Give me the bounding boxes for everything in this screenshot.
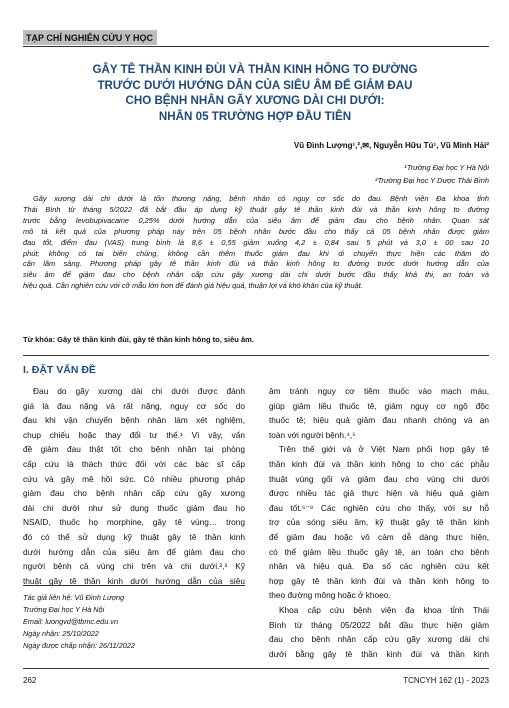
note-line: Ngày nhận: 25/10/2022 xyxy=(23,629,99,639)
body-line: cứu và gây mê hồi sức. Có nhiều phương pháp xyxy=(23,473,245,484)
body-line: Trên thế giới và ở Việt Nam phối hợp gây tê xyxy=(279,444,489,455)
body-line: Đau do gãy xương dài chi dưới được đánh xyxy=(33,386,245,396)
abstract-line: Gãy xương dài chi dưới là tổn thương nặng, bệnh nhân có nguy cơ sốc do đau. Bệnh viện Đa khoa tỉnh xyxy=(33,194,489,203)
body-line: thuật vùng gối và giảm đau cho vùng chi dưới xyxy=(269,473,489,484)
page-number: 262 xyxy=(23,676,37,685)
body-line: NSAID, thuốc họ morphine, gây tê vùng… trong xyxy=(23,517,245,528)
note-line: Ngày được chấp nhận: 26/11/2022 xyxy=(23,641,135,651)
body-line: đau khi vận chuyển bệnh nhân làm xét nghiệm, xyxy=(23,415,245,426)
abstract xyxy=(23,194,489,292)
body-line: được nhiều tác giả thực hiện và hiệu quả giảm xyxy=(269,488,489,499)
note-line: Tác giả liên hệ: Vũ Đình Lượng xyxy=(23,593,125,602)
note-line: Trường Đại học Y Hà Nội xyxy=(23,605,105,615)
title-line: CHO BỆNH NHÂN GÃY XƯƠNG DÀI CHI DƯỚI: xyxy=(125,94,385,107)
keywords: Từ khóa: Gây tê thần kinh đùi, gây tê thần kinh hông to, siêu âm. xyxy=(23,335,254,344)
body-line: trợ của sóng siêu âm, kỹ thuật gây tê thần kinh xyxy=(269,517,489,528)
body-line: dài chi dưới như sử dụng thuốc giảm đau họ xyxy=(23,502,245,513)
body-line: thuốc tê; hiệu quả giảm đau nhanh chóng và an xyxy=(269,415,489,426)
journal-header xyxy=(23,28,489,47)
abstract-line: Thái Bình từ tháng 5/2022 đã bắt đầu áp dụng kỹ thuật gây tê thần kinh đùi và thần kinh hông to đường xyxy=(23,204,489,214)
body-line: giảm đau cho bệnh nhân cấp cứu gãy xương xyxy=(23,488,245,499)
body-line: đau cho bệnh nhân cấp cứu gãy xương dài chi xyxy=(269,634,489,645)
body-line: hợp gây tê thần kinh đùi và thần kinh hông to xyxy=(269,575,489,586)
body-line: dưới hướng dẫn của siêu âm để giảm đau cho xyxy=(23,546,245,557)
article-title xyxy=(40,62,470,124)
body-line: chụp chiếu hoặc thay đổi tư thế.¹ Vì vậy, vấn xyxy=(23,429,245,440)
body-line: thuật gây tê thần kinh dưới hướng dẫn của siêu xyxy=(23,575,245,586)
abstract-line: hiệu quả. Cần nghiên cứu với cỡ mẫu lớn hơn để đánh giá hiệu quả, thuận lợi và khó khăn của kỹ thuật. xyxy=(23,281,363,291)
abstract-line: cận lâm sàng. Phương pháp gây tê thần kinh đùi và thần kinh hông to đường trước dưới hướng dẫn của xyxy=(23,259,489,269)
body-line: người bệnh cả vùng chi trên và chi dưới.²,³ Kỹ xyxy=(23,561,245,572)
issue-info: TCNCYH 162 (1) - 2023 xyxy=(403,676,489,685)
title-line: NHÂN 05 TRƯỜNG HỢP ĐẦU TIÊN xyxy=(158,109,352,123)
left-column xyxy=(23,384,245,588)
correspondence-notes xyxy=(23,585,245,652)
right-column xyxy=(269,384,489,661)
body-line: nhân và hiệu quả. Đa số các nghiên cứu kết xyxy=(269,561,489,572)
body-line: toàn với người bệnh.⁴,⁵ xyxy=(269,429,356,440)
note-line: Email: luongvd@tbmc.edu.vn xyxy=(23,617,119,627)
body-line: thần kinh đùi và thần kinh hông to cho các phẫu xyxy=(269,458,489,469)
body-line: theo đường mông hoặc ở khoeo. xyxy=(269,590,391,601)
title-line: TRƯỚC DƯỚI HƯỚNG DẪN CỦA SIÊU ÂM ĐỂ GIẢM ĐAU xyxy=(97,78,413,92)
body-line: cấp cứu là thách thức đối với các bác sĩ cấp xyxy=(23,458,245,469)
abstract-line: mô tả kết quả của phương pháp này trên 05 bệnh nhân bước đầu cho thấy cả 05 bệnh nhân được giảm xyxy=(23,226,489,236)
section-heading: I. ĐẶT VẤN ĐỀ xyxy=(23,355,489,376)
body-line: âm tránh nguy cơ tiêm thuốc vào mạch máu, xyxy=(269,386,489,396)
abstract-line: phút; không có tai biến chủng, không cần thêm thuốc giảm đau khi di chuyển thực hiện các thăm dò xyxy=(23,248,489,258)
body-line: đau tốt.⁶⁻⁹ Các nghiên cứu cho thấy, với sự hỗ xyxy=(269,502,489,513)
author-list: Vũ Đình Lượng¹,²,✉, Nguyễn Hữu Tú¹, Vũ Minh Hải² xyxy=(293,141,489,150)
body-line: Khoa cấp cứu bệnh viện đa khoa tỉnh Thái xyxy=(279,604,489,615)
abstract-line: trước bằng levobupivacaine 0,25% dưới hướng dẫn của siêu âm để giảm đau cho bệnh nhân. Quan sát xyxy=(23,215,489,225)
affiliation-2: ²Trường Đại học Y Dược Thái Bình xyxy=(374,176,489,185)
page-footer xyxy=(23,668,489,685)
body-line: đề giảm đau thật tốt cho bệnh nhân tại phòng xyxy=(23,444,245,455)
journal-name: TẠP CHÍ NGHIÊN CỨU Y HỌC xyxy=(23,30,157,45)
affiliation-1: ¹Trường Đại học Y Hà Nội xyxy=(404,163,489,172)
body-line: Bình từ tháng 05/2022 bắt đầu thực hiện giảm xyxy=(269,619,489,630)
body-line: để giảm đau hoặc vô cảm dễ dàng thực hiện, xyxy=(269,531,489,542)
body-line: giá là đau nặng và rất nặng, nguy cơ sốc do xyxy=(23,400,245,411)
body-line: có thể giảm liều thuốc gây tê, an toàn cho bệnh xyxy=(269,546,489,557)
abstract-line: đau tốt, điểm đau (VAS) trung bình là 8,6 ± 0,55 giảm xuống 4,2 ± 0,84 sau 5 phút và 3,0 ± 00 sau 10 xyxy=(23,237,489,247)
title-line: GÂY TÊ THẦN KINH ĐÙI VÀ THẦN KINH HÔNG TO ĐƯỜNG xyxy=(92,63,418,76)
abstract-line: siêu âm để giảm đau cho bệnh nhân cấp cứu gãy xương dài chi dưới bước đầu thấy khả thi, an toàn và xyxy=(23,270,489,280)
body-line: giúp giảm liều thuốc tê, giảm nguy cơ ngộ độc xyxy=(269,400,489,411)
body-line: dưới bằng gây tê thần kinh đùi và thần kinh xyxy=(269,648,489,659)
body-line: đó có thể sử dụng kỹ thuật gây tê thần kinh xyxy=(23,531,245,542)
